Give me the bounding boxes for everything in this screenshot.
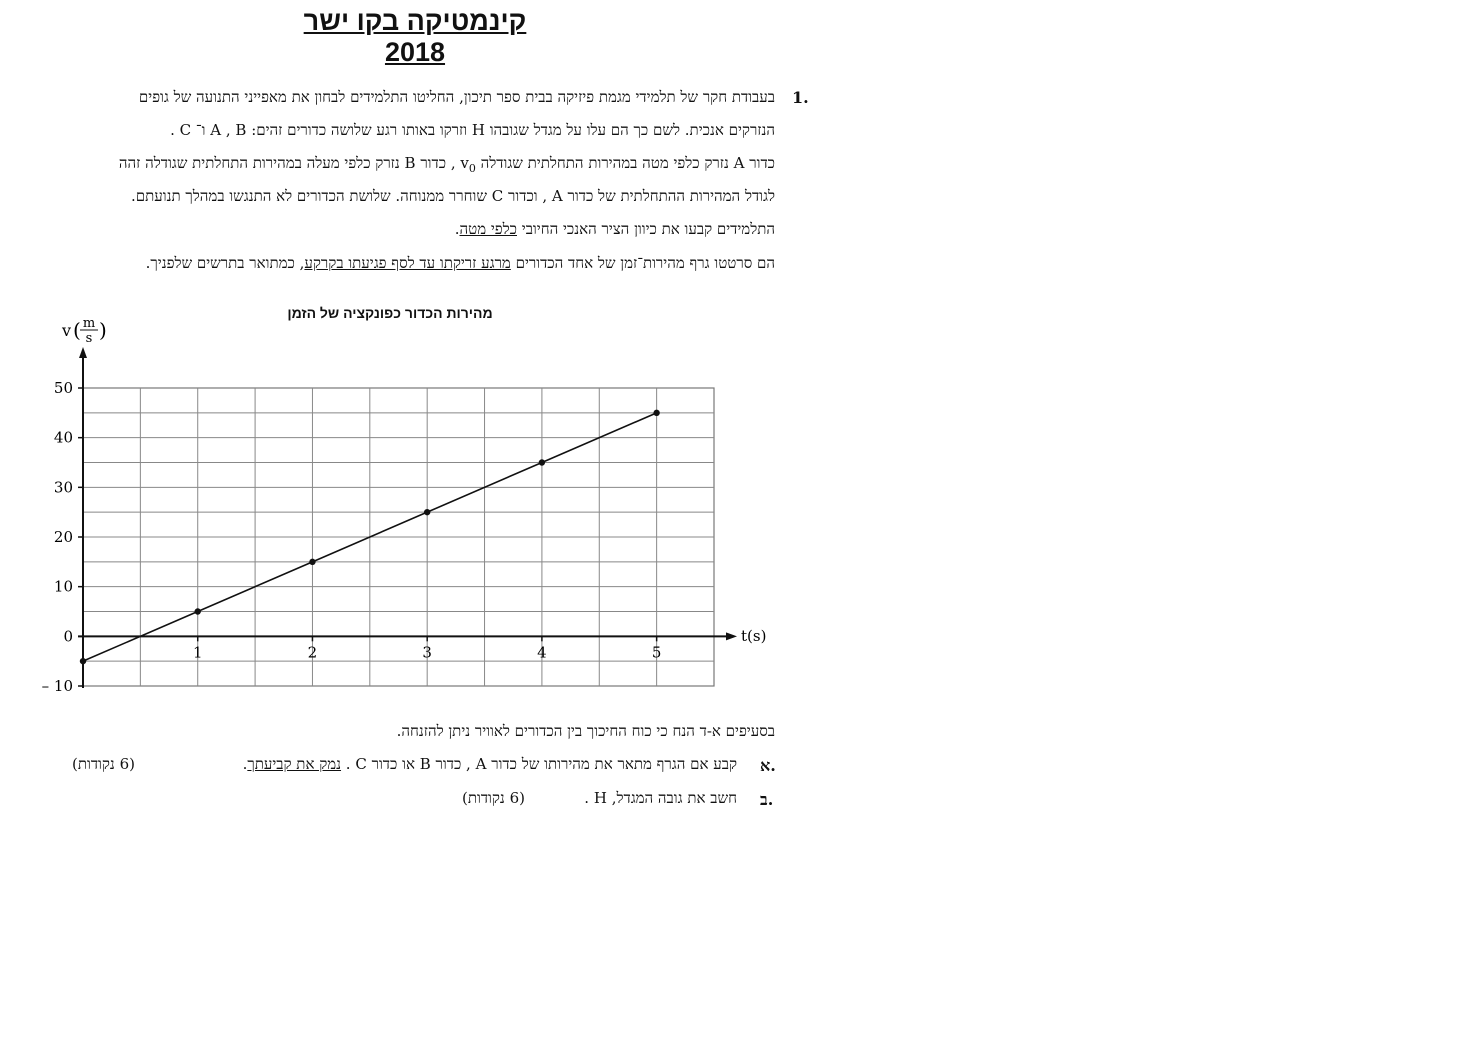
v0-subscript: 0: [468, 162, 476, 175]
section-a-text-main: קבע אם הגרף מתאר את מהירותו של כדור A , כדור B או כדור C .: [341, 755, 737, 773]
x-tick-label: 4: [537, 643, 547, 662]
y-tick-label: – 10: [41, 677, 73, 695]
y-tick-label: 20: [53, 528, 73, 546]
question-line-5: [455, 220, 775, 239]
y-tick-label: 40: [53, 428, 73, 447]
chart-axes: [78, 347, 737, 688]
question-line-3-b: , כדור B נזרק כלפי מעלה במהירות התחלתית שגודלה זהה: [118, 154, 461, 172]
data-point: [424, 509, 430, 515]
y-axis-label-numerator: m: [82, 316, 96, 331]
x-tick-label: 5: [651, 643, 662, 662]
velocity-time-chart: [0, 300, 800, 710]
section-a-points: (6 נקודות): [72, 755, 135, 773]
y-axis-label-v: v: [62, 321, 72, 340]
section-b-letter: ב.: [760, 790, 774, 809]
y-axis-label-paren-open: (: [73, 318, 81, 342]
sections-intro: בסעיפים א-ד הנח כי כוח החיכוך בין הכדורים לאוויר ניתן להזנחה.: [396, 722, 775, 740]
question-line-4: לגודל המהירות ההתחלתית של כדור A , וכדור C שוחרר ממנוחה. שלושת הכדורים לא התנגשו במהלך תנועתם.: [131, 187, 775, 205]
section-b-text: חשב את גובה המגדל, H .: [584, 789, 737, 807]
x-tick-label: 2: [307, 643, 318, 662]
x-axis-arrow: [726, 632, 737, 640]
x-tick-label: 3: [422, 643, 432, 662]
question-line-5-a: התלמידים קבעו את כיוון הציר האנכי החיובי: [517, 220, 775, 238]
question-line-2: הנזרקים אנכית. לשם כך הם עלו על מגדל שגובהו H וזרקו באותו רגע שלושה כדורים זהים: A , B ו־ C .: [170, 121, 775, 139]
question-line-3-a: כדור A נזרק כלפי מטה במהירות התחלתית שגודלה v: [460, 154, 775, 172]
question-line-6-a: הם סרטטו גרף מהירות־זמן של אחד הכדורים: [510, 254, 775, 272]
data-point: [195, 608, 201, 614]
question-line-1: בעבודת חקר של תלמידי מגמת פיזיקה בבית ספר תיכון, החליטו התלמידים לבחון את מאפייני התנועה של גופים: [138, 88, 775, 106]
y-tick-label: 50: [53, 379, 73, 397]
x-tick-label: 1: [192, 643, 203, 662]
question-line-5-underlined: כלפי מטה: [459, 220, 517, 238]
question-line-5-b: .: [454, 220, 460, 238]
data-point: [539, 459, 545, 465]
question-number: 1.: [792, 88, 809, 107]
section-a-text-underlined: נמק את קביעתך: [247, 755, 342, 773]
chart-grid: [83, 388, 714, 686]
section-b-points: (6 נקודות): [462, 789, 525, 807]
x-axis-label: t(s): [741, 627, 767, 645]
y-axis-label-denominator: s: [85, 331, 93, 346]
data-point: [309, 559, 315, 565]
data-point: [653, 410, 659, 416]
y-tick-label: 10: [53, 577, 73, 596]
page-title: קינמטיקה בקו ישר 2018: [303, 6, 527, 67]
section-a-text-end: .: [242, 755, 248, 773]
section-a-letter: א.: [760, 756, 776, 775]
question-line-6-b: , כמתואר בתרשים שלפניך.: [145, 254, 305, 272]
y-axis-label: [61, 316, 107, 346]
y-tick-label: 0: [63, 627, 73, 646]
question-line-3: [119, 154, 775, 175]
y-axis-label-paren-close: ): [99, 318, 107, 342]
question-line-6-underlined: מרגע זריקתו עד לסף פגיעתו בקרקע: [304, 254, 511, 272]
y-tick-label: 30: [53, 478, 73, 497]
y-axis-arrow: [79, 347, 87, 358]
chart-title: מהירות הכדור כפונקציה של הזמן: [287, 305, 493, 321]
question-line-6: [146, 254, 775, 273]
section-a-text: [243, 755, 737, 774]
data-point: [80, 658, 86, 664]
